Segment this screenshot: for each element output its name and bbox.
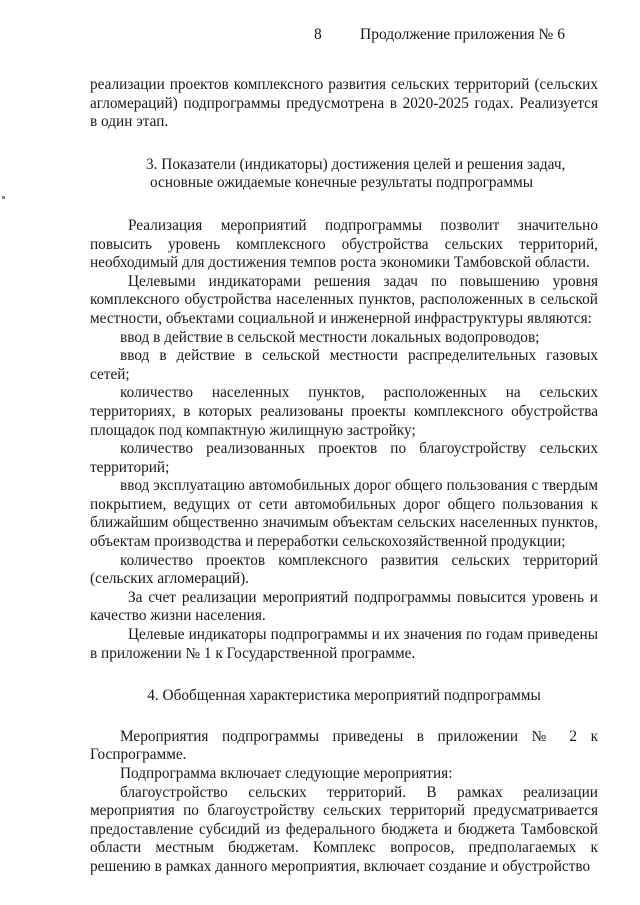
paragraph-realization: Реализация мероприятий подпрограммы позволит значительно повысить уровень комплексного обустройства сельских территорий, необходимый для достижения темпов роста экономики Тамбовской области. (90, 216, 598, 272)
intro-paragraph: реализации проектов комплексного развития сельских территорий (сельских агломераций) подпрограммы предусмотрена в 2020-2025 годах. Реализуется в один этап. (90, 76, 598, 131)
margin-mark (2, 196, 5, 199)
list-item-roads: ввод эксплуатацию автомобильных дорог общего пользования с твердым покрытием, ведущих от сети автомобильных дорог общего пользования к ближайшим общественно значимым объектам сельских населенных пунктов, объектам производства и переработки сельскохозяйственной продукции; (90, 477, 598, 551)
page-header (0, 26, 640, 48)
list-item-gas-networks: ввод в действие в сельской местности распределительных газовых сетей; (90, 347, 598, 383)
section-3-heading (146, 156, 598, 193)
list-item-improvement-projects: количество реализованных проектов по благоустройству сельских территорий; (90, 440, 598, 476)
list-item-settlements: количество населенных пунктов, расположенных на сельских территориях, в которых реализованы проекты комплексного обустройства площадок под компактную жилищную застройку; (90, 384, 598, 439)
paragraph-indicator-values: Целевые индикаторы подпрограммы и их значения по годам приведены в приложении № 1 к Государственной программе. (90, 626, 598, 662)
list-item-development-projects: количество проектов комплексного развития сельских территорий (сельских агломераций). (90, 551, 598, 588)
document-body (90, 76, 598, 877)
paragraph-quality-of-life: За счет реализации мероприятий подпрограммы повысится уровень и качество жизни населения. (90, 588, 598, 625)
section-3-heading-line-2: основные ожидаемые конечные результаты подпрограммы (150, 174, 533, 192)
paragraph-target-indicators: Целевыми индикаторами решения задач по повышению уровня комплексного обустройства населенных пунктов, расположенных в сельской местности, объектами социальной и инженерной инфраструктуры являются: (90, 272, 598, 327)
list-item-water-supply: ввод в действие в сельской местности локальных водопроводов; (120, 328, 540, 346)
paragraph-rural-improvement: благоустройство сельских территорий. В рамках реализации мероприятия по благоустройству сельских территорий предусматривается предоставление субсидий из федерального бюджета и бюджета Тамбовской области местным бюджетам. Комплекс вопросов, предполагаемых к решению в рамках данного мероприятия, включает создание и обустройство (90, 783, 598, 875)
section-4-heading: 4. Обобщенная характеристика мероприятий подпрограммы (147, 687, 541, 705)
page-number: 8 (314, 26, 322, 43)
paragraph-measures-intro: Подпрограмма включает следующие мероприятия: (120, 765, 453, 782)
paragraph-measures-appendix: Мероприятия подпрограммы приведены в приложении № 2 к Госпрограмме. (90, 727, 598, 764)
appendix-continuation-note: Продолжение приложения № 6 (360, 26, 565, 43)
section-3-heading-line-1: 3. Показатели (индикаторы) достижения целей и решения задач, (146, 155, 566, 173)
